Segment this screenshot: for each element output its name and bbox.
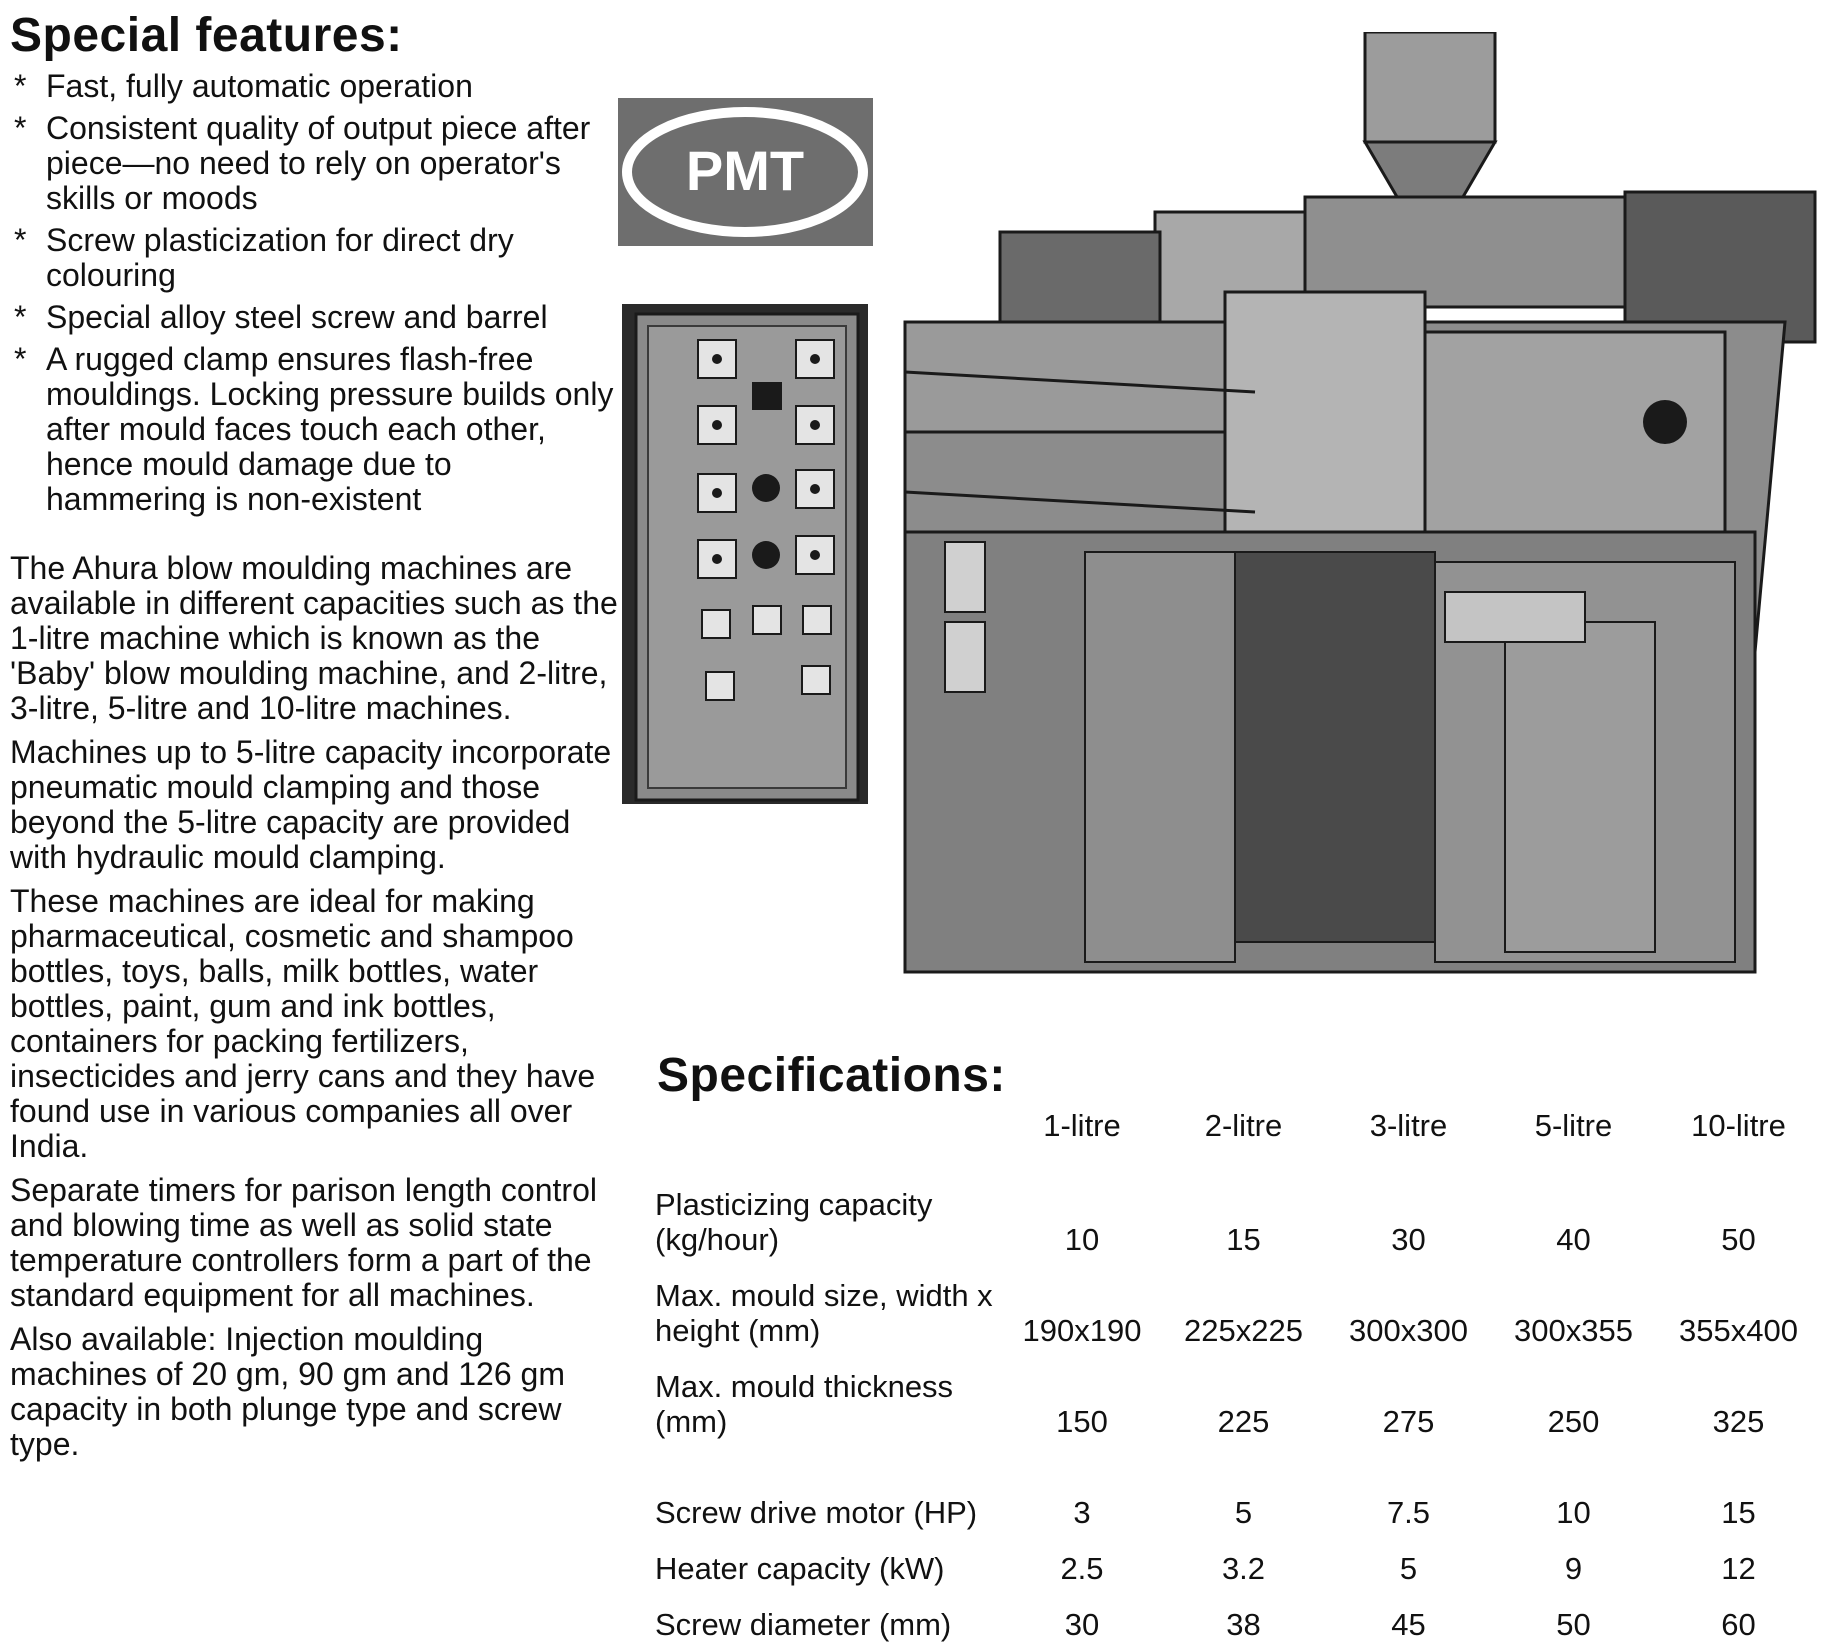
- spec-row: [655, 1261, 1821, 1352]
- spec-cell: 225x225: [1184, 1313, 1303, 1348]
- special-features-list: [10, 69, 620, 517]
- spec-cell: 2.5: [1060, 1551, 1104, 1586]
- pmt-logo: [618, 98, 873, 246]
- feature-item: [10, 342, 620, 517]
- spec-cell: 45: [1391, 1607, 1426, 1642]
- spec-cell: 12: [1721, 1551, 1756, 1586]
- spec-cell: 3.2: [1221, 1551, 1266, 1586]
- spec-cell: 190x190: [1022, 1313, 1142, 1348]
- spec-column-header: 1-litre: [1043, 1108, 1121, 1143]
- spec-cell: 10: [1556, 1495, 1591, 1530]
- spec-row: [655, 1170, 1821, 1261]
- spec-column-header: 3-litre: [1369, 1108, 1448, 1143]
- body-paragraph: Also available: Injection moulding machines of 20 gm, 90 gm and 126 gm capacity in both plunge type and screw type.: [10, 1321, 565, 1462]
- spec-row-label: Screw drive motor (HP): [655, 1495, 978, 1530]
- spec-row-label: Max. mould thickness (mm): [655, 1369, 954, 1439]
- spec-cell: 275: [1382, 1404, 1435, 1439]
- pmt-logo-graphic: [618, 98, 873, 246]
- feature-item: [10, 300, 620, 335]
- control-cabinet-image: [618, 300, 874, 817]
- spec-row-label: Screw diameter (mm): [655, 1607, 952, 1642]
- logo-text: PMT: [685, 139, 805, 202]
- spec-cell: 60: [1721, 1607, 1756, 1642]
- spec-cell: 50: [1556, 1607, 1591, 1642]
- body-paragraph: The Ahura blow moulding machines are available in different capacities such as the 1-litre machine which is known as the 'Baby' blow moulding machine, and 2-litre, 3-litre, 5-litre and 10-litre machines.: [10, 550, 618, 726]
- machine-graphic: [885, 32, 1821, 1032]
- feature-text: Screw plasticization for direct dry colouring: [46, 222, 514, 293]
- spec-cell: 30: [1391, 1222, 1426, 1257]
- bullet-asterisk-icon: *: [14, 222, 27, 258]
- spec-cell: 5: [1399, 1551, 1418, 1586]
- spec-cell: 325: [1712, 1404, 1765, 1439]
- feature-item: [10, 69, 620, 104]
- spec-column-header: 5-litre: [1534, 1108, 1613, 1143]
- feature-text: A rugged clamp ensures flash-free mouldings. Locking pressure builds only after mould faces touch each other, hence mould damage due to hammering is non-existent: [46, 341, 614, 517]
- spec-row: [655, 1352, 1821, 1443]
- control-cabinet-graphic: [618, 300, 874, 812]
- spec-cell: 15: [1226, 1222, 1261, 1257]
- spec-cell: 150: [1056, 1404, 1108, 1439]
- blow-moulding-machine-image: [885, 32, 1821, 1037]
- body-paragraph: Machines up to 5-litre capacity incorporate pneumatic mould clamping and those beyond the 5-litre capacity are provided with hydraulic mould clamping.: [10, 734, 612, 875]
- spec-cell: 250: [1547, 1404, 1600, 1439]
- spec-cell: 10: [1064, 1222, 1100, 1257]
- spec-cell: 7.5: [1386, 1495, 1431, 1530]
- spec-cell: 5: [1234, 1495, 1253, 1530]
- left-column: [10, 0, 620, 1471]
- specifications-title: Specifications:: [657, 1049, 1006, 1102]
- spec-cell: 355x400: [1679, 1313, 1798, 1348]
- body-paragraph: Separate timers for parison length control and blowing time as well as solid state temperature controllers form a part of the standard equipment for all machines.: [10, 1172, 597, 1313]
- spec-cell: 3: [1073, 1495, 1091, 1530]
- spec-header-row: [655, 1108, 1821, 1170]
- spec-row: [655, 1443, 1821, 1534]
- spec-row-label: Plasticizing capacity (kg/hour): [655, 1187, 933, 1257]
- spec-cell: 15: [1721, 1495, 1756, 1530]
- spec-cell: 225: [1217, 1404, 1270, 1439]
- spec-row-label: Max. mould size, width x height (mm): [655, 1278, 993, 1348]
- spec-column-header: 2-litre: [1204, 1108, 1283, 1143]
- spec-cell: 30: [1064, 1607, 1100, 1642]
- spec-header-blank: [655, 1108, 1003, 1170]
- bullet-asterisk-icon: *: [14, 299, 27, 335]
- bullet-asterisk-icon: *: [14, 341, 27, 377]
- spec-cell: 9: [1564, 1551, 1583, 1586]
- spec-cell: 300x355: [1514, 1313, 1633, 1348]
- special-features-title: Special features:: [10, 9, 403, 62]
- spec-cell: 38: [1226, 1607, 1261, 1642]
- feature-item: [10, 223, 620, 293]
- spec-row: [655, 1534, 1821, 1590]
- spec-row-label: Heater capacity (kW): [655, 1551, 945, 1586]
- bullet-asterisk-icon: *: [14, 68, 27, 104]
- feature-text: Fast, fully automatic operation: [46, 68, 473, 104]
- feature-text: Consistent quality of output piece after piece—no need to rely on operator's skills or moods: [46, 110, 591, 216]
- spec-cell: 50: [1721, 1222, 1756, 1257]
- spec-cell: 300x300: [1349, 1313, 1468, 1348]
- spec-row: [655, 1590, 1821, 1646]
- spec-cell: 40: [1556, 1222, 1591, 1257]
- body-paragraph: These machines are ideal for making pharmaceutical, cosmetic and shampoo bottles, toys, balls, milk bottles, water bottles, paint, gum and ink bottles, containers for packing fertilizers, insecticides and jerry cans and they have found use in various companies all over India.: [10, 883, 596, 1164]
- feature-text: Special alloy steel screw and barrel: [46, 299, 548, 335]
- spec-column-header: 10-litre: [1691, 1108, 1786, 1143]
- bullet-asterisk-icon: *: [14, 110, 27, 146]
- specifications-table: [655, 1108, 1821, 1646]
- feature-item: [10, 111, 620, 216]
